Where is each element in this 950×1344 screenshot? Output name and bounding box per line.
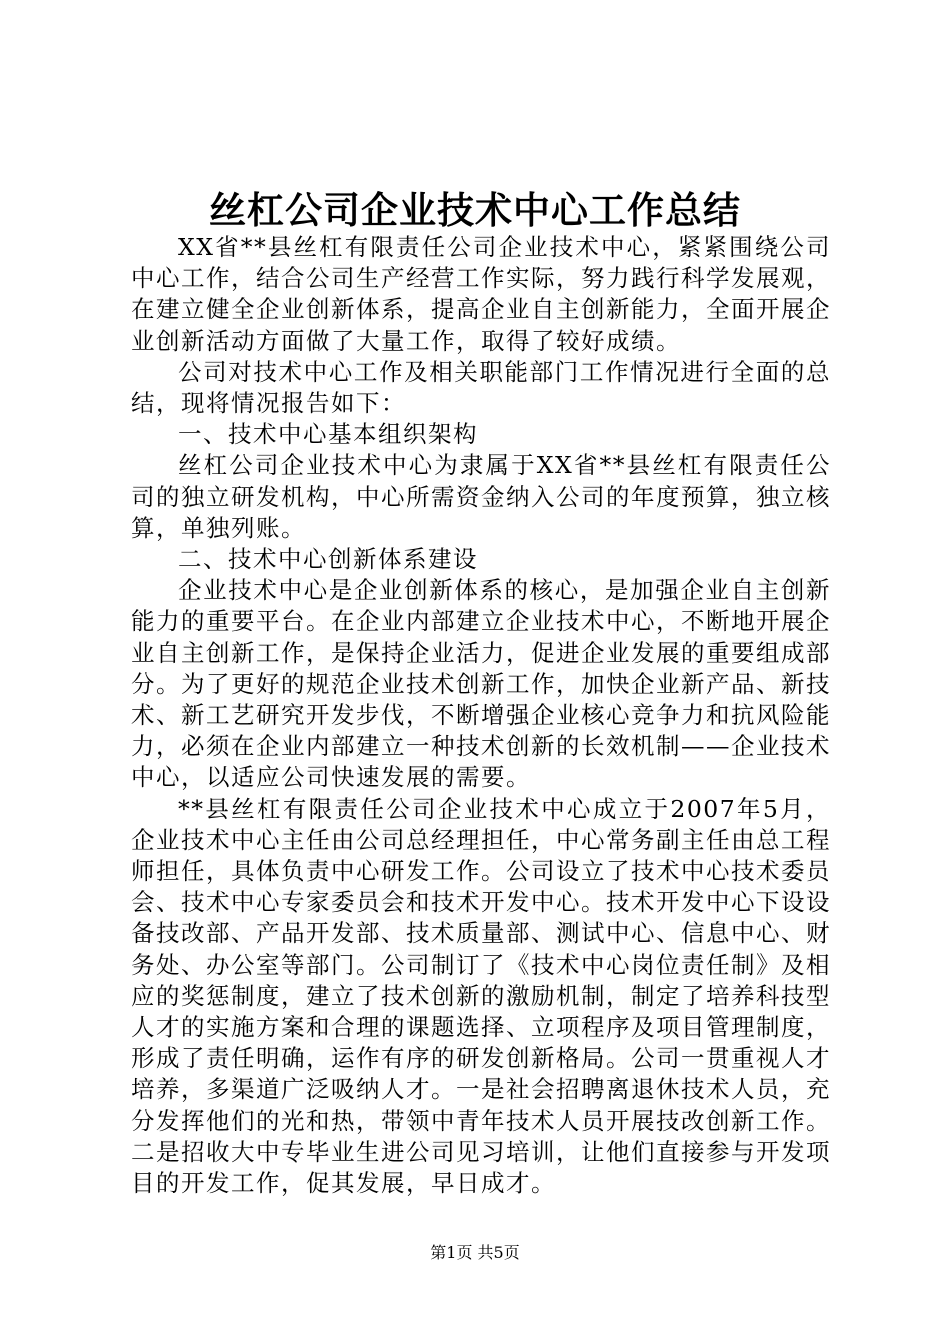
document-body — [131, 232, 831, 1199]
paragraph-summary-lead: 公司对技术中心工作及相关职能部门工作情况进行全面的总结，现将情况报告如下： — [131, 357, 831, 418]
section-heading-2: 二、技术中心创新体系建设 — [178, 545, 478, 574]
section-heading-1: 一、技术中心基本组织架构 — [178, 420, 478, 449]
paragraph-center-setup: **县丝杠有限责任公司企业技术中心成立于2007年5月，企业技术中心主任由公司总经理担任，中心常务副主任由总工程师担任，具体负责中心研发工作。公司设立了技术中心技术委员会、技术中心专家委员会和技术开发中心。技术开发中心下设设备技改部、产品开发部、技术质量部、测试中心、信息中心、财务处、办公室等部门。公司制订了《技术中心岗位责任制》及相应的奖惩制度，建立了技术创新的激励机制，制定了培养科技型人才的实施方案和合理的课题选择、立项程序及项目管理制度，形成了责任明确，运作有序的研发创新格局。公司一贯重视人才培养，多渠道广泛吸纳人才。一是社会招聘离退休技术人员，充分发挥他们的光和热，带领中青年技术人员开展技改创新工作。二是招收大中专毕业生进公司见习培训，让他们直接参与开发项目的开发工作，促其发展，早日成才。 — [131, 794, 831, 1198]
document-title: 丝杠公司企业技术中心工作总结 — [209, 188, 741, 232]
paragraph-intro: XX省**县丝杠有限责任公司企业技术中心，紧紧围绕公司中心工作，结合公司生产经营工作实际，努力践行科学发展观，在建立健全企业创新体系，提高企业自主创新能力，全面开展企业创新活动方面做了大量工作，取得了较好成绩。 — [131, 233, 831, 355]
page-footer: 第1页 共5页 — [430, 1243, 520, 1262]
paragraph-organization: 丝杠公司企业技术中心为隶属于XX省**县丝杠有限责任公司的独立研发机构，中心所需资金纳入公司的年度预算，独立核算，单独列账。 — [131, 451, 831, 542]
paragraph-innovation-system: 企业技术中心是企业创新体系的核心，是加强企业自主创新能力的重要平台。在企业内部建立企业技术中心，不断地开展企业自主创新工作，是保持企业活力，促进企业发展的重要组成部分。为了更好的规范企业技术创新工作，加快企业新产品、新技术、新工艺研究开发步伐，不断增强企业核心竞争力和抗风险能力，必须在企业内部建立一种技术创新的长效机制——企业技术中心，以适应公司快速发展的需要。 — [131, 576, 831, 792]
